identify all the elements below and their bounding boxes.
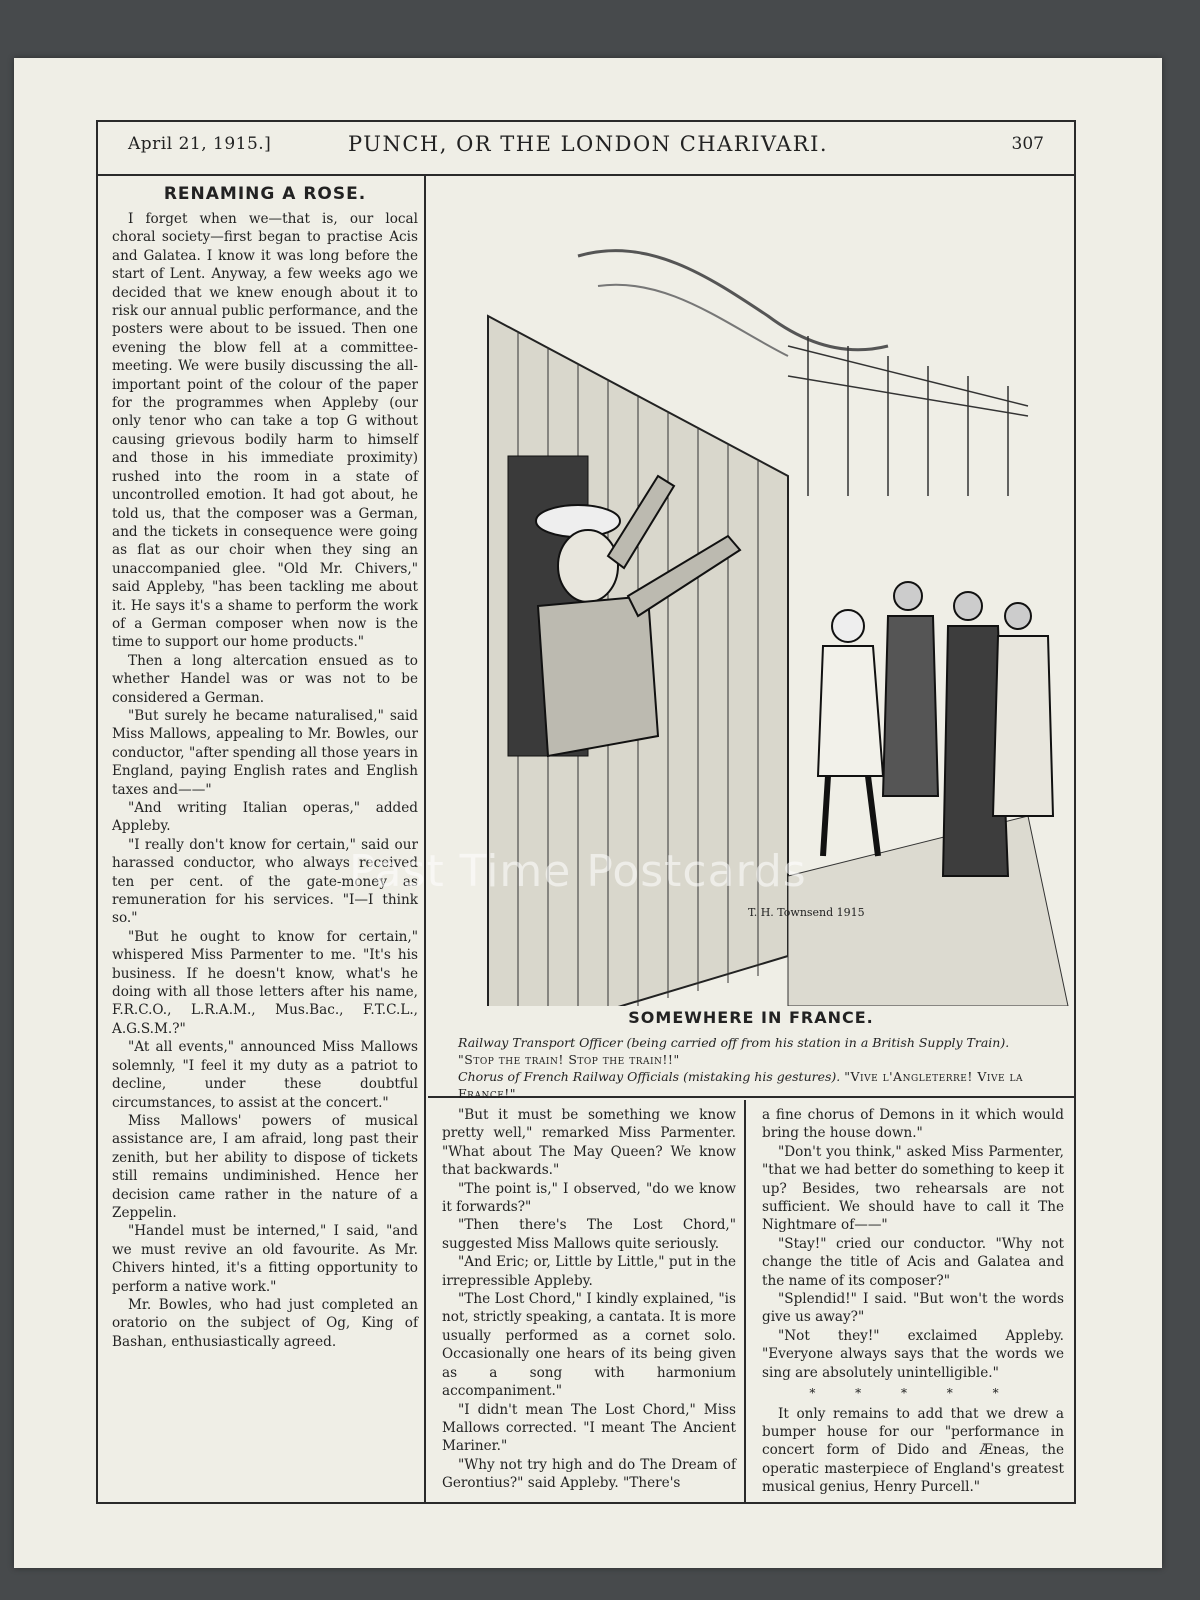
article-title: RENAMING A ROSE. <box>163 184 367 204</box>
page-header <box>98 122 1074 176</box>
paragraph: Miss Mallows' powers of musical assistance are, I am afraid, long past their zenith, but her ability to dispose of tickets still remains undiminished. Hence her decision came rather in the nature of a Zeppelin. <box>112 1112 418 1221</box>
paragraph: "The Lost Chord," I kindly explained, "is not, strictly speaking, a cantata. It is more usually performed as a cornet solo. Occasionally one hears of its being given as a song with harmonium accompaniment." <box>442 1291 736 1400</box>
caption-quote-1: "Stop the train! Stop the train!!" <box>458 1052 680 1067</box>
article-column-right <box>748 1100 1074 1502</box>
cartoon-illustration <box>428 176 1074 1034</box>
caption-speaker-2: Chorus of French Railway Officials (mistaking his gestures). <box>458 1069 841 1084</box>
paragraph: a fine chorus of Demons in it which would bring the house down." <box>762 1107 1064 1142</box>
train-illustration <box>428 176 1074 1006</box>
section-break-stars: * * * * * <box>809 1386 1017 1401</box>
paragraph: "Handel must be interned," I said, "and we must revive an old favourite. As Mr. Chivers hinted, it's a fitting opportunity to perform a native work." <box>112 1223 418 1295</box>
article-column-left <box>98 176 426 1502</box>
magazine-page <box>14 58 1162 1568</box>
paragraph: "The point is," I observed, "do we know it forwards?" <box>442 1180 736 1216</box>
paragraph: "And writing Italian operas," added Appleby. <box>112 800 418 835</box>
paragraph: Mr. Bowles, who had just completed an oratorio on the subject of Og, King of Bashan, enthusiastically agreed. <box>112 1296 418 1350</box>
issue-date: April 21, 1915.] <box>128 134 272 154</box>
paragraph: "I didn't mean The Lost Chord," Miss Mallows corrected. "I meant The Ancient Mariner." <box>442 1401 736 1455</box>
paragraph: "And Eric; or, Little by Little," put in the irrepressible Appleby. <box>442 1254 736 1289</box>
cartoon-title: SOMEWHERE IN FRANCE. <box>628 1008 874 1027</box>
steam-cloud <box>578 251 888 350</box>
artist-signature: T. H. Townsend 1915 <box>748 906 865 919</box>
caption-quote-2: "Vive l'Angleterre! Vive la France!" <box>458 1069 1023 1101</box>
paragraph: I forget when we—that is, our local choral society—first began to practise Acis and Galatea. I know it was long before the start of Lent. Anyway, a few weeks ago we decided that we knew enough about it to risk our annual public performance, and the posters were about to be issued. Then one evening the blow fell at a committee-meeting. We were busily discussing the all-important point of the colour of the paper for the programmes when Appleby (our only tenor who can take a top G without causing grievous bodily harm to himself and those in his immediate proximity) rushed into the room in a state of uncontrolled emotion. It had got about, he told us, that the composer was a German, and the tickets in consequence were going as flat as our choir when they sing an unaccompanied glee. "Old Mr. Chivers," said Appleby, "has been tackling me about it. He says it's a shame to perform the work of a German composer when now is the time to support our home products." <box>112 211 418 651</box>
paragraph: "But he ought to know for certain," whispered Miss Parmenter to me. "It's his business. If he doesn't know, what's he doing with all those letters after his name, F.R.C.O., L.R.A.M., Mus.Bac., F.T.C.L., A.G.S.M.?" <box>112 928 418 1037</box>
article-body-right <box>762 1106 1064 1497</box>
paragraph: "Don't you think," asked Miss Parmenter, "that we had better do something to keep it up? Besides, two rehearsals are not sufficient. We should have to call it The Nightmare of——" <box>762 1143 1064 1234</box>
cartoon-caption <box>428 1034 1074 1101</box>
article-body-left <box>112 210 418 1351</box>
paragraph: "Not they!" exclaimed Appleby. "Everyone always says that the words we sing are absolutely unintelligible." <box>762 1327 1064 1381</box>
page-number: 307 <box>1011 134 1044 154</box>
watermark: Past Time Postcards <box>349 846 807 897</box>
article-body-middle <box>442 1106 736 1493</box>
paragraph: "I really don't know for certain," said our harassed conductor, who always received ten per cent. of the gate-money as remuneration for his services. "I—I think so." <box>112 836 418 927</box>
paragraph: "Then there's The Lost Chord," suggested Miss Mallows quite seriously. <box>442 1217 736 1252</box>
paragraph: "But it must be something we know pretty well," remarked Miss Parmenter. "What about The May Queen? We know that backwards." <box>442 1107 736 1179</box>
article-column-middle <box>428 1100 746 1502</box>
closing-paragraph: It only remains to add that we drew a bumper house for our "performance in concert form of Dido and Æneas, the operatic masterpiece of England's greatest musical genius, Henry Purcell." <box>762 1405 1064 1496</box>
platform-roof <box>788 336 1028 496</box>
publication-title: PUNCH, OR THE LONDON CHARIVARI. <box>348 132 829 156</box>
paragraph: "Stay!" cried our conductor. "Why not change the title of Acis and Galatea and the name of its composer?" <box>762 1235 1064 1289</box>
paragraph: "But surely he became naturalised," said Miss Mallows, appealing to Mr. Bowles, our conductor, "after spending all those years in England, paying English rates and English taxes and——" <box>112 707 418 798</box>
paragraph: "Why not try high and do The Dream of Gerontius?" said Appleby. "There's <box>442 1456 736 1492</box>
paragraph: "At all events," announced Miss Mallows solemnly, "I feel it my duty as a patriot to decline, under these doubtful circumstances, to assist at the concert." <box>112 1039 418 1111</box>
caption-speaker-1: Railway Transport Officer (being carried off from his station in a British Supply Train). <box>458 1035 1010 1050</box>
paragraph: Then a long altercation ensued as to whether Handel was or was not to be considered a German. <box>112 652 418 706</box>
page-frame <box>96 120 1076 1504</box>
paragraph: "Splendid!" I said. "But won't the words give us away?" <box>762 1291 1064 1326</box>
